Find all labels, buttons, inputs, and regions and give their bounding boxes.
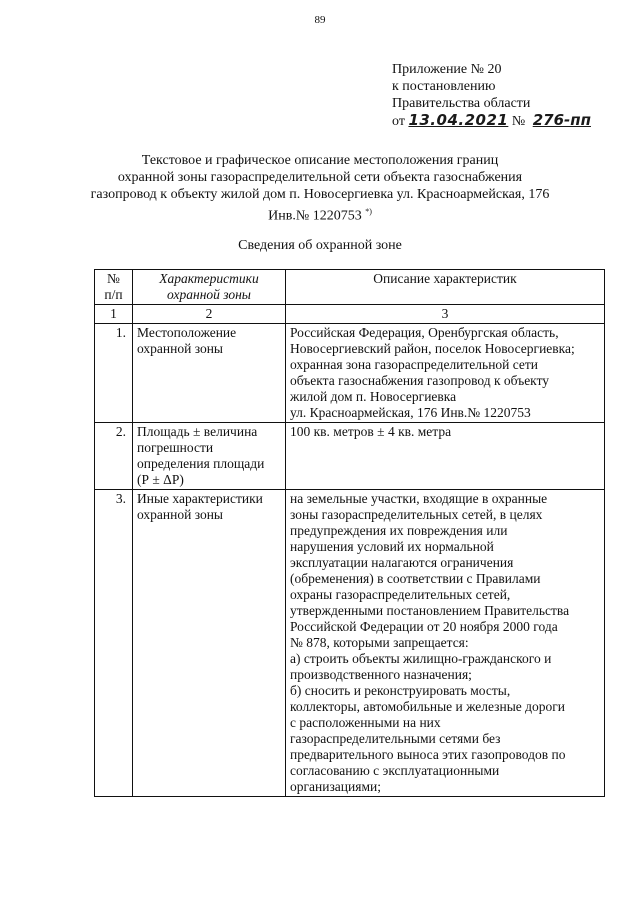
document-title xyxy=(60,152,580,225)
cell-line: нарушения условий их нормальной xyxy=(290,539,494,554)
cell-line: охранной зоны xyxy=(137,341,224,356)
title-line: Текстовое и графическое описание местоположения границ xyxy=(141,153,499,168)
header-text: охранной зоны xyxy=(167,287,251,302)
col-number: 1 xyxy=(95,305,133,324)
table-header-row xyxy=(95,270,605,305)
cell-line: определения площади xyxy=(137,456,265,471)
title-line xyxy=(60,203,580,225)
cell-line: Российская Федерация, Оренбургская область, xyxy=(290,325,559,340)
cell-line: согласованию с эксплуатационными xyxy=(290,763,500,778)
row-number: 2. xyxy=(95,423,133,490)
header-text: № xyxy=(107,271,120,286)
col-number: 3 xyxy=(286,305,605,324)
title-line: охранной зоны газораспределительной сети объекта газоснабжения xyxy=(117,170,523,185)
cell-line: зоны газораспределительных сетей, в целях xyxy=(290,507,543,522)
cell-line: ул. Красноармейская, 176 Инв.№ 1220753 xyxy=(290,405,531,420)
handwritten-date: 13.04.2021 xyxy=(408,111,509,129)
cell-line: погрешности xyxy=(137,440,214,455)
handwritten-number: 276-пп xyxy=(532,111,591,129)
title-line: газопровод к объекту жилой дом п. Новосергиевка ул. Красноармейская, 176 xyxy=(90,187,550,202)
cell-line: (Р ± ΔР) xyxy=(137,472,184,487)
cell-line: 100 кв. метров ± 4 кв. метра xyxy=(290,424,452,439)
appendix-block xyxy=(392,61,591,130)
cell-line: охраны газораспределительных сетей, xyxy=(290,587,511,602)
cell-line: организациями; xyxy=(290,779,381,794)
page-number: 89 xyxy=(314,14,326,26)
header-text: п/п xyxy=(104,287,123,302)
cell-line: утвержденными постановлением Правительства xyxy=(290,603,570,618)
cell-line: охранной зоны xyxy=(137,507,224,522)
zone-info-table xyxy=(94,269,605,797)
cell-line: Площадь ± величина xyxy=(137,424,258,439)
cell-line: жилой дом п. Новосергиевка xyxy=(290,389,457,404)
cell-line: на земельные участки, входящие в охранные xyxy=(290,491,548,506)
cell-line: № 878, которыми запрещается: xyxy=(290,635,469,650)
cell-line: (обременения) в соответствии с Правилами xyxy=(290,571,541,586)
table-row xyxy=(95,423,605,490)
row-name xyxy=(133,324,286,423)
header-description: Описание характеристик xyxy=(286,270,605,305)
inventory-number: Инв.№ 1220753 xyxy=(268,208,362,224)
cell-line: производственного назначения; xyxy=(290,667,472,682)
appendix-line: к постановлению xyxy=(392,79,496,94)
table-row xyxy=(95,490,605,797)
row-name xyxy=(133,423,286,490)
appendix-line: Правительства области xyxy=(392,96,531,111)
from-prefix: от xyxy=(392,114,405,129)
footnote-mark: *) xyxy=(365,207,372,216)
cell-line: с расположенными на них xyxy=(290,715,441,730)
header-characteristics xyxy=(133,270,286,305)
cell-line: эксплуатации налагаются ограничения xyxy=(290,555,514,570)
cell-line: коллекторы, автомобильные и железные дороги xyxy=(290,699,566,714)
row-description xyxy=(286,423,605,490)
cell-line: а) строить объекты жилищно-гражданского и xyxy=(290,651,552,666)
appendix-date-line xyxy=(392,112,591,130)
cell-line: охранная зона газораспределительной сети xyxy=(290,357,539,372)
appendix-line: Приложение № 20 xyxy=(392,62,502,77)
section-title: Сведения об охранной зоне xyxy=(238,238,402,253)
row-name xyxy=(133,490,286,797)
table-row xyxy=(95,324,605,423)
row-description xyxy=(286,324,605,423)
cell-line: объекта газоснабжения газопровод к объекту xyxy=(290,373,550,388)
cell-line: газораспределительными сетями без xyxy=(290,731,501,746)
cell-line: Иные характеристики xyxy=(137,491,263,506)
number-prefix: № xyxy=(511,114,526,129)
col-number: 2 xyxy=(133,305,286,324)
cell-line: Российской Федерации от 20 ноября 2000 года xyxy=(290,619,558,634)
cell-line: б) сносить и реконструировать мосты, xyxy=(290,683,511,698)
row-description xyxy=(286,490,605,797)
row-number: 1. xyxy=(95,324,133,423)
row-number: 3. xyxy=(95,490,133,797)
cell-line: предупреждения их повреждения или xyxy=(290,523,508,538)
cell-line: предварительного выноса этих газопроводов по xyxy=(290,747,566,762)
cell-line: Местоположение xyxy=(137,325,237,340)
header-number xyxy=(95,270,133,305)
table-colnum-row xyxy=(95,305,605,324)
header-text: Характеристики xyxy=(159,271,259,286)
cell-line: Новосергиевский район, поселок Новосергиевка; xyxy=(290,341,575,356)
